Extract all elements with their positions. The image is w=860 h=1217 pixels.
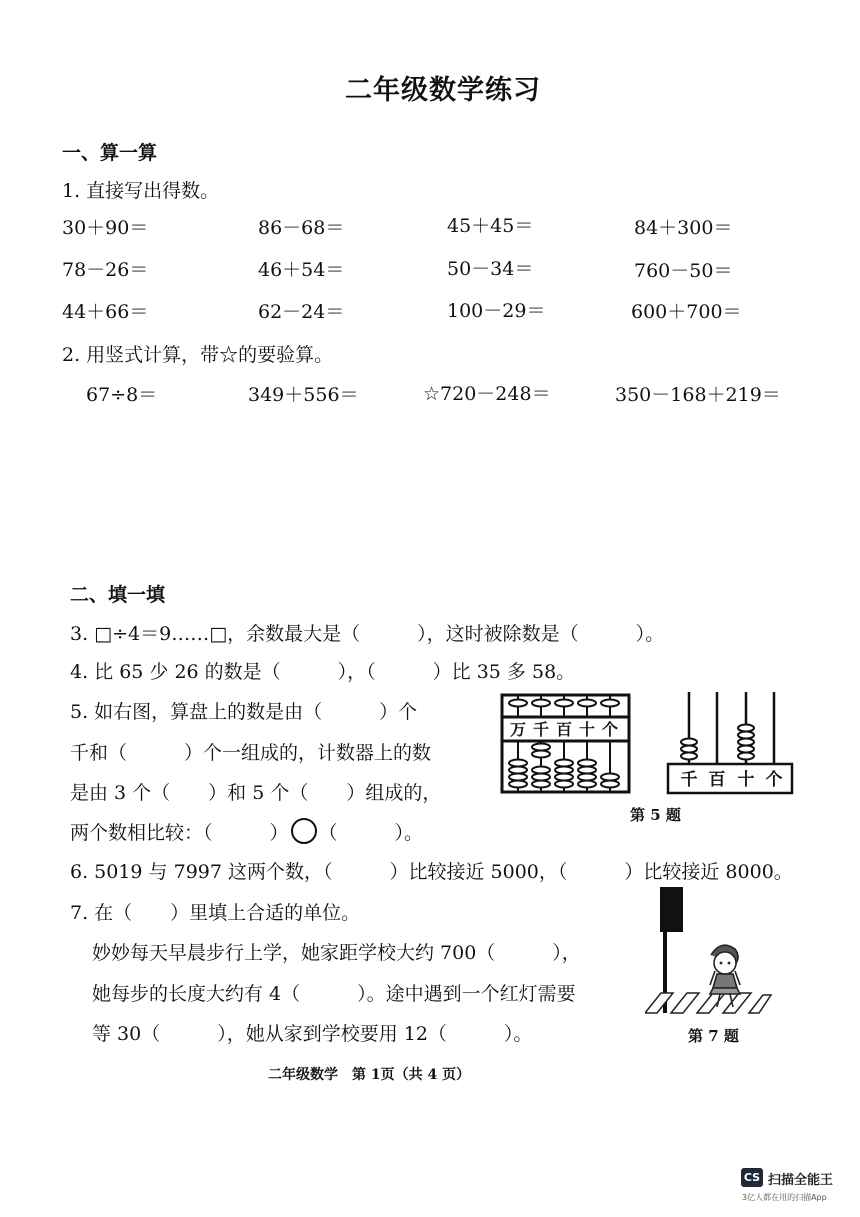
page-title: 二年级数学练习 (345, 75, 541, 106)
question-5-line: 5. 如右图，算盘上的数是由（ ）个 (70, 701, 418, 723)
figure-caption-7: 第 7 题 (688, 1027, 739, 1045)
section-heading-calculate: 一、算一算 (62, 142, 158, 164)
question-5-line: 是由 3 个（ ）和 5 个（ ）组成的， (70, 782, 442, 804)
comparison-circle (291, 818, 317, 844)
question-7-prompt: 7. 在（ ）里填上合适的单位。 (70, 902, 361, 924)
expression: 350－168＋219＝ (615, 384, 781, 406)
question-4: 4. 比 65 少 26 的数是（ ），（ ）比 35 多 58。 (70, 661, 576, 683)
question-2-prompt: 2. 用竖式计算，带☆的要验算。 (62, 344, 334, 366)
counter-label: 百 (708, 770, 726, 790)
question-7-line: 妙妙每天早晨步行上学，她家距学校大约 700（ ）， (92, 942, 581, 964)
section-heading-fill: 二、填一填 (70, 584, 166, 606)
counter-label: 十 (737, 770, 755, 790)
question-6: 6. 5019 与 7997 这两个数，（ ）比较接近 5000，（ ）比较接近 8000。 (70, 861, 793, 883)
question-7-line: 她每步的长度大约有 4（ ）。途中遇到一个红灯需要 (92, 983, 576, 1005)
abacus-label: 百 (555, 720, 573, 739)
question-1-prompt: 1. 直接写出得数。 (62, 180, 220, 202)
page-footer: 二年级数学 第 1页（共 4 页） (268, 1067, 471, 1083)
abacus-figure (500, 693, 635, 797)
counter-figure (665, 690, 795, 796)
expression: 30＋90＝ (62, 217, 149, 239)
expression: 84＋300＝ (634, 217, 733, 239)
question-5-line (70, 818, 423, 845)
abacus-label: 万 (509, 720, 527, 739)
expression: 78－26＝ (62, 259, 149, 281)
expression: 86－68＝ (258, 217, 345, 239)
question-5-line: 千和（ ）个一组成的，计数器上的数 (70, 742, 432, 764)
expression: 46＋54＝ (258, 259, 345, 281)
abacus-label: 个 (601, 720, 619, 739)
expression: 349＋556＝ (248, 384, 359, 406)
expression: ☆720－248＝ (423, 383, 551, 405)
question-7-line: 等 30（ ），她从家到学校要用 12（ ）。 (92, 1023, 533, 1045)
comparison-right: （ ）。 (318, 822, 424, 844)
counter-label: 千 (680, 770, 698, 790)
traffic-scene-illustration (645, 885, 775, 1020)
scanner-logo: CS (741, 1168, 763, 1187)
abacus-label: 千 (532, 720, 550, 739)
expression: 100－29＝ (447, 300, 546, 322)
question-3: 3. □÷4＝9……□，余数最大是（ ），这时被除数是（ ）。 (70, 623, 665, 645)
expression: 67÷8＝ (86, 384, 158, 406)
abacus-label: 十 (578, 720, 596, 739)
expression: 45＋45＝ (447, 215, 534, 237)
counter-label: 个 (765, 770, 783, 790)
scanner-app-name: 扫描全能王 (768, 1173, 834, 1188)
expression: 62－24＝ (258, 301, 345, 323)
expression: 760－50＝ (634, 260, 733, 282)
expression: 50－34＝ (447, 258, 534, 280)
scanner-tagline: 3亿人都在用的扫描App (742, 1193, 827, 1202)
expression: 600＋700＝ (631, 301, 742, 323)
expression: 44＋66＝ (62, 301, 149, 323)
comparison-left: 两个数相比较：（ ） (70, 822, 289, 844)
figure-caption-5: 第 5 题 (630, 806, 681, 824)
